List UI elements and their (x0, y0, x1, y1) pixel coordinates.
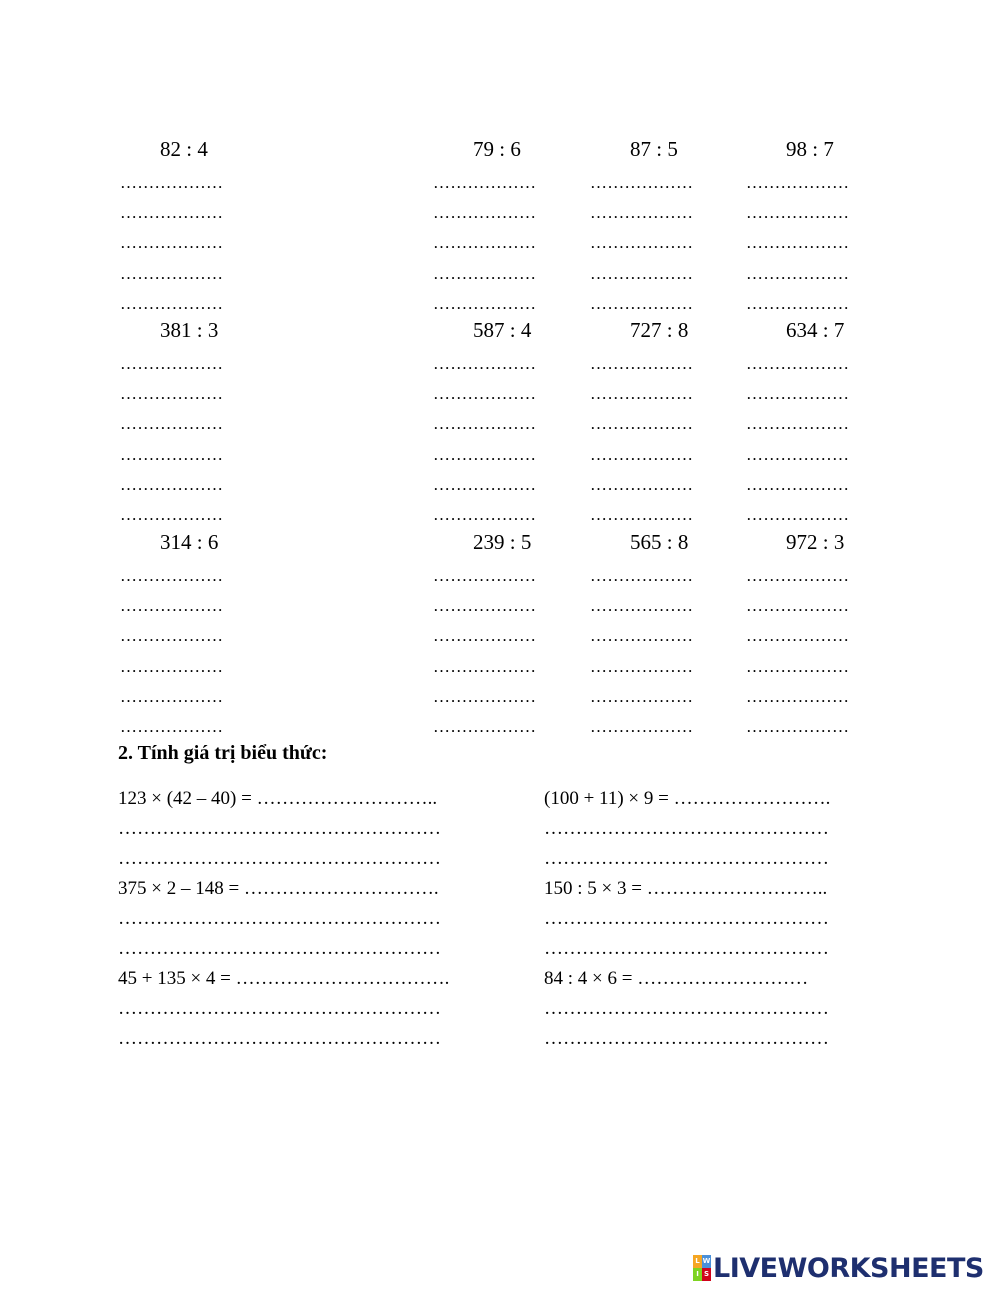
answer-dotted-line[interactable]: ……………… (433, 596, 537, 616)
answer-dotted-line[interactable]: ……………… (120, 596, 224, 616)
division-problem: 239 : 5 (473, 530, 532, 554)
answer-dotted-line[interactable]: ……………… (120, 384, 224, 404)
answer-dotted-line[interactable]: ……………… (590, 203, 694, 223)
exercise-2-title: 2. Tính giá trị biểu thức: (118, 742, 328, 764)
answer-dotted-line[interactable]: ……………… (590, 505, 694, 524)
division-problem: 381 : 3 (160, 318, 219, 342)
division-problem: 314 : 6 (160, 530, 219, 554)
division-problem: 972 : 3 (786, 530, 845, 554)
answer-dotted-line[interactable]: ……………… (433, 474, 537, 494)
division-problem: 87 : 5 (630, 137, 678, 161)
answer-dotted-line[interactable]: ……………… (433, 293, 537, 313)
answer-dotted-line[interactable]: ……………… (746, 686, 850, 706)
answer-dotted-line[interactable]: ……………… (433, 203, 537, 223)
answer-dotted-line[interactable]: ……………… (120, 686, 224, 706)
answer-dotted-line[interactable]: ……………… (433, 444, 537, 464)
division-problem: 98 : 7 (786, 137, 834, 161)
answer-dotted-line[interactable]: ……………………………………… (544, 818, 829, 839)
answer-dotted-line[interactable]: ……………… (120, 233, 224, 253)
division-problem: 634 : 7 (786, 318, 845, 342)
answer-dotted-line[interactable]: ……………… (120, 354, 224, 373)
division-problem: 727 : 8 (630, 318, 689, 342)
expression: 45 + 135 × 4 = ……………………………. (118, 968, 450, 989)
answer-dotted-line[interactable]: ……………… (746, 293, 850, 313)
answer-dotted-line[interactable]: ……………… (433, 626, 537, 646)
expression: 375 × 2 – 148 = …………………………. (118, 878, 439, 899)
answer-dotted-line[interactable]: …………………………………………… (118, 848, 441, 869)
answer-dotted-line[interactable]: ……………………………………… (544, 848, 829, 869)
answer-dotted-line[interactable]: ……………… (433, 173, 537, 192)
answer-dotted-line[interactable]: …………………………………………… (118, 938, 441, 959)
division-problem: 587 : 4 (473, 318, 532, 342)
logo-badge-cell: S (702, 1268, 711, 1281)
answer-dotted-line[interactable]: ……………… (590, 566, 694, 585)
answer-dotted-line[interactable]: ……………… (120, 293, 224, 313)
answer-dotted-line[interactable]: ……………… (746, 384, 850, 404)
division-problem: 79 : 6 (473, 137, 521, 161)
answer-dotted-line[interactable]: ……………… (120, 474, 224, 494)
answer-dotted-line[interactable]: ……………… (433, 354, 537, 373)
answer-dotted-line[interactable]: ……………… (120, 444, 224, 464)
answer-dotted-line[interactable]: ……………… (746, 233, 850, 253)
answer-dotted-line[interactable]: …………………………………………… (118, 998, 441, 1019)
answer-dotted-line[interactable]: ……………… (433, 263, 537, 283)
answer-dotted-line[interactable]: ……………………………………… (544, 908, 829, 929)
answer-dotted-line[interactable]: ……………… (746, 173, 850, 192)
expression: 123 × (42 – 40) = ……………………….. (118, 788, 438, 809)
logo-badge-cell: I (693, 1268, 702, 1281)
answer-dotted-line[interactable]: ……………… (120, 505, 224, 524)
answer-dotted-line[interactable]: ……………… (433, 566, 537, 585)
answer-dotted-line[interactable]: ……………… (433, 686, 537, 706)
answer-dotted-line[interactable]: ……………… (433, 414, 537, 434)
answer-dotted-line[interactable]: ……………………………………… (544, 938, 829, 959)
answer-dotted-line[interactable]: ……………… (590, 626, 694, 646)
answer-dotted-line[interactable]: ……………… (746, 354, 850, 373)
answer-dotted-line[interactable]: ……………… (120, 414, 224, 434)
answer-dotted-line[interactable]: ……………… (746, 717, 850, 736)
answer-dotted-line[interactable]: ……………… (433, 505, 537, 524)
answer-dotted-line[interactable]: ……………… (746, 203, 850, 223)
answer-dotted-line[interactable]: ……………… (120, 203, 224, 223)
logo-badge-cell: L (693, 1255, 702, 1268)
logo-text: LIVEWORKSHEETS (713, 1252, 984, 1284)
division-problem: 82 : 4 (160, 137, 208, 161)
expression: 150 : 5 × 3 = ……………………….. (544, 878, 828, 899)
logo-badge-icon (693, 1255, 711, 1281)
division-problem: 565 : 8 (630, 530, 689, 554)
answer-dotted-line[interactable]: …………………………………………… (118, 1028, 441, 1049)
answer-dotted-line[interactable]: ……………… (433, 384, 537, 404)
answer-dotted-line[interactable]: ……………… (590, 384, 694, 404)
answer-dotted-line[interactable]: ……………… (590, 656, 694, 676)
answer-dotted-line[interactable]: ……………… (590, 263, 694, 283)
answer-dotted-line[interactable]: ……………… (746, 444, 850, 464)
answer-dotted-line[interactable]: ……………… (746, 566, 850, 585)
answer-dotted-line[interactable]: ……………… (120, 656, 224, 676)
answer-dotted-line[interactable]: ……………… (120, 717, 224, 736)
answer-dotted-line[interactable]: ……………… (120, 263, 224, 283)
expression: 84 : 4 × 6 = ……………………… (544, 968, 809, 989)
answer-dotted-line[interactable]: ……………… (433, 717, 537, 736)
logo-badge-cell: W (702, 1255, 711, 1268)
answer-dotted-line[interactable]: ……………… (746, 626, 850, 646)
answer-dotted-line[interactable]: ……………………………………… (544, 998, 829, 1019)
answer-dotted-line[interactable]: ……………… (590, 686, 694, 706)
answer-dotted-line[interactable]: ……………… (590, 173, 694, 192)
answer-dotted-line[interactable]: ……………… (590, 474, 694, 494)
answer-dotted-line[interactable]: ……………… (433, 233, 537, 253)
answer-dotted-line[interactable]: ……………… (746, 505, 850, 524)
liveworksheets-logo (693, 1253, 984, 1283)
answer-dotted-line[interactable]: ……………… (746, 596, 850, 616)
answer-dotted-line[interactable]: ……………… (120, 566, 224, 585)
answer-dotted-line[interactable]: ……………… (590, 414, 694, 434)
answer-dotted-line[interactable]: ……………… (746, 263, 850, 283)
answer-dotted-line[interactable]: ……………………………………… (544, 1028, 829, 1049)
answer-dotted-line[interactable]: ……………… (120, 626, 224, 646)
answer-dotted-line[interactable]: ……………… (746, 656, 850, 676)
answer-dotted-line[interactable]: …………………………………………… (118, 908, 441, 929)
answer-dotted-line[interactable]: ……………… (590, 354, 694, 373)
answer-dotted-line[interactable]: …………………………………………… (118, 818, 441, 839)
answer-dotted-line[interactable]: ……………… (590, 444, 694, 464)
answer-dotted-line[interactable]: ……………… (590, 596, 694, 616)
answer-dotted-line[interactable]: ……………… (120, 173, 224, 192)
expression: (100 + 11) × 9 = ……………………. (544, 788, 831, 809)
answer-dotted-line[interactable]: ……………… (590, 293, 694, 313)
answer-dotted-line[interactable]: ……………… (590, 717, 694, 736)
answer-dotted-line[interactable]: ……………… (433, 656, 537, 676)
answer-dotted-line[interactable]: ……………… (590, 233, 694, 253)
answer-dotted-line[interactable]: ……………… (746, 474, 850, 494)
answer-dotted-line[interactable]: ……………… (746, 414, 850, 434)
